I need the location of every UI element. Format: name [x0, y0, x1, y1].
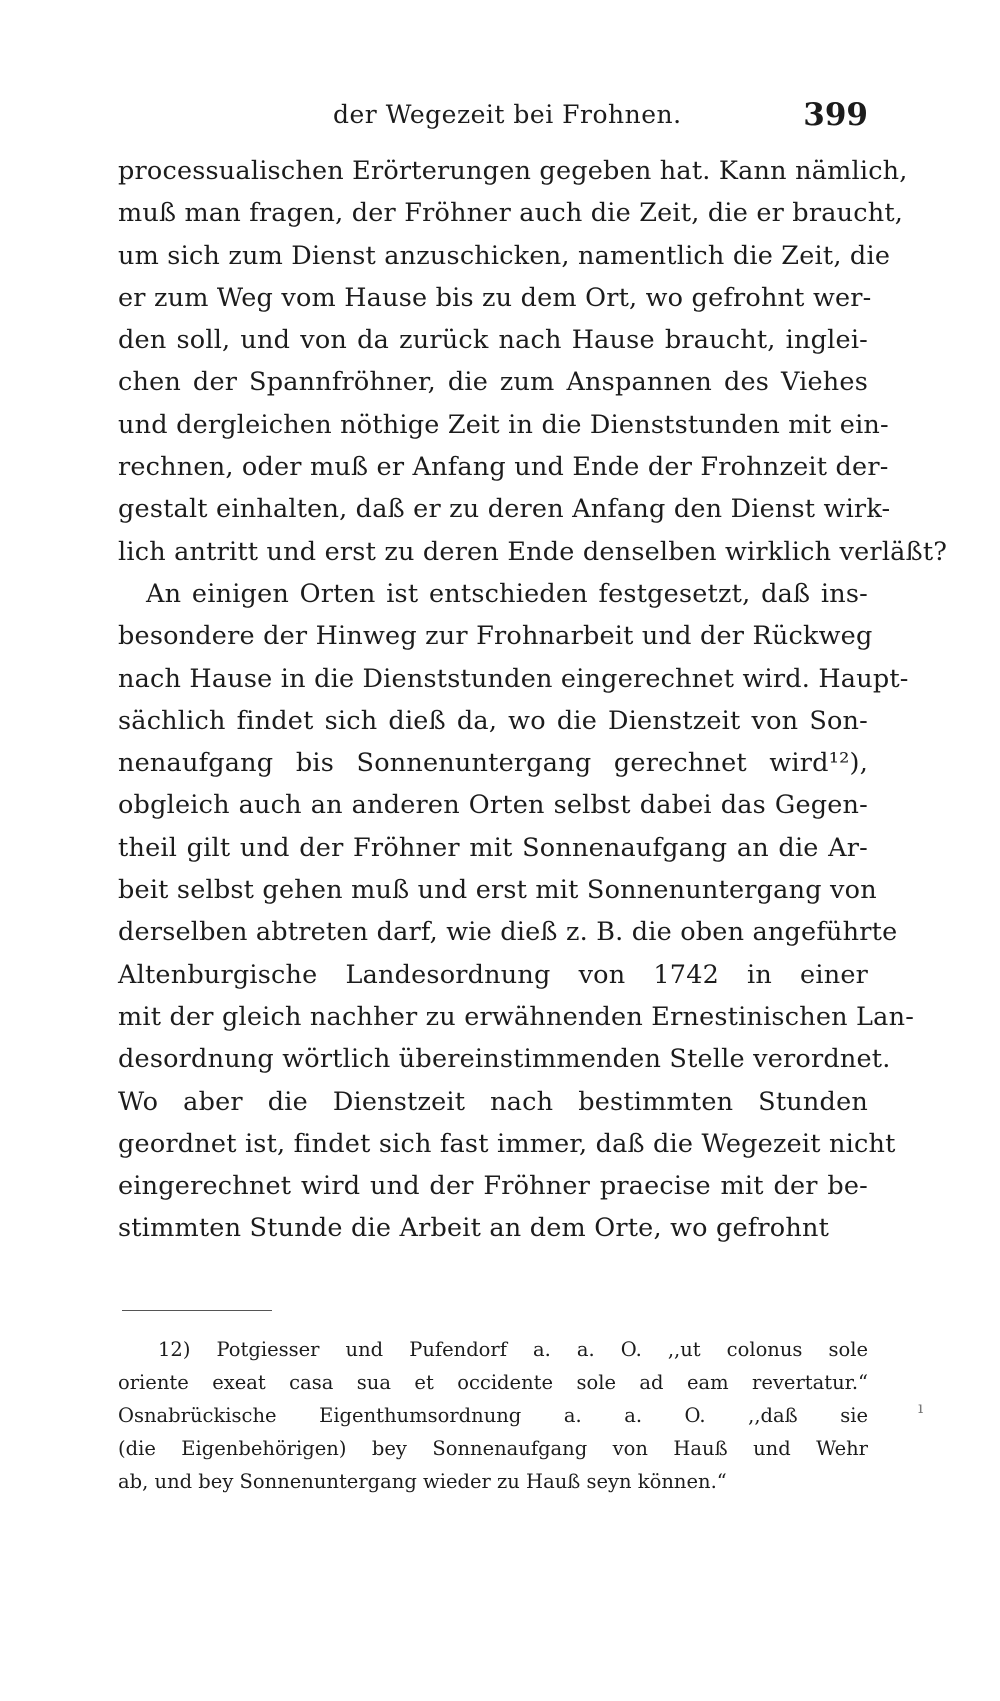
text-line: processualischen Erörterungen gegeben hat. Kann nämlich,	[118, 156, 908, 186]
text-line: desordnung wörtlich übereinstimmenden Stelle verordnet.	[118, 1044, 891, 1075]
text-line: er zum Weg vom Hause bis zu dem Ort, wo gefrohnt wer-	[118, 282, 872, 313]
text-line: An einigen Orten ist entschieden festgesetzt, daß ins-	[146, 578, 868, 609]
text-line: gestalt einhalten, daß er zu deren Anfang den Dienst wirk-	[118, 494, 891, 525]
page-number: 399	[803, 97, 868, 133]
text-line: mit der gleich nachher zu erwähnenden Ernestinischen Lan-	[118, 1001, 915, 1032]
text-line: muß man fragen, der Fröhner auch die Zeit, die er braucht,	[118, 198, 904, 229]
footnote-line: Osnabrückische Eigenthumsordnung a. a. O. ,,daß sie	[118, 1404, 868, 1427]
margin-mark: ı	[918, 1398, 924, 1417]
footnote-line: (die Eigenbehörigen) bey Sonnenaufgang von Hauß und Wehr	[118, 1437, 868, 1460]
text-line: Altenburgische Landesordnung von 1742 in einer	[118, 959, 868, 990]
text-line: geordnet ist, findet sich fast immer, daß die Wegezeit nicht	[118, 1128, 896, 1159]
text-line: chen der Spannfröhner, die zum Anspannen des Viehes	[118, 367, 868, 398]
text-line: nenaufgang bis Sonnenuntergang gerechnet wird¹²),	[118, 748, 868, 779]
footnotes	[118, 1333, 868, 1498]
text-line: nach Hause in die Dienststunden eingerechnet wird. Haupt-	[118, 663, 909, 694]
footnote-line: oriente exeat casa sua et occidente sole ad eam revertatur.“	[118, 1371, 868, 1394]
text-line: den soll, und von da zurück nach Hause braucht, inglei-	[118, 325, 868, 356]
footnote-line: ab, und bey Sonnenuntergang wieder zu Hauß seyn können.“	[118, 1470, 727, 1493]
page-header	[118, 97, 868, 140]
footnote-divider	[122, 1310, 272, 1311]
text-line: theil gilt und der Fröhner mit Sonnenaufgang an die Ar-	[118, 832, 868, 863]
footnote-line: 12) Potgiesser und Pufendorf a. a. O. ,,ut colonus sole	[158, 1338, 868, 1361]
text-line: beit selbst gehen muß und erst mit Sonnenuntergang von	[118, 875, 877, 906]
body-text	[118, 150, 948, 1250]
text-line: Wo aber die Dienstzeit nach bestimmten Stunden	[118, 1086, 868, 1117]
text-line: rechnen, oder muß er Anfang und Ende der Frohnzeit der-	[118, 452, 889, 483]
text-line: eingerechnet wird und der Fröhner praecise mit der be-	[118, 1171, 868, 1202]
text-line: und dergleichen nöthige Zeit in die Dienststunden mit ein-	[118, 409, 889, 440]
text-line: stimmten Stunde die Arbeit an dem Orte, wo gefrohnt	[118, 1213, 830, 1244]
text-line: obgleich auch an anderen Orten selbst dabei das Gegen-	[118, 790, 868, 821]
text-line: lich antritt und erst zu deren Ende denselben wirklich verläßt?	[118, 536, 948, 567]
running-title: der Wegezeit bei Frohnen.	[333, 100, 682, 129]
text-line: besondere der Hinweg zur Frohnarbeit und der Rückweg	[118, 621, 873, 652]
text-line: sächlich findet sich dieß da, wo die Dienstzeit von Son-	[118, 705, 868, 736]
text-line: derselben abtreten darf, wie dieß z. B. die oben angeführte	[118, 917, 898, 948]
text-line: um sich zum Dienst anzuschicken, namentlich die Zeit, die	[118, 240, 891, 271]
